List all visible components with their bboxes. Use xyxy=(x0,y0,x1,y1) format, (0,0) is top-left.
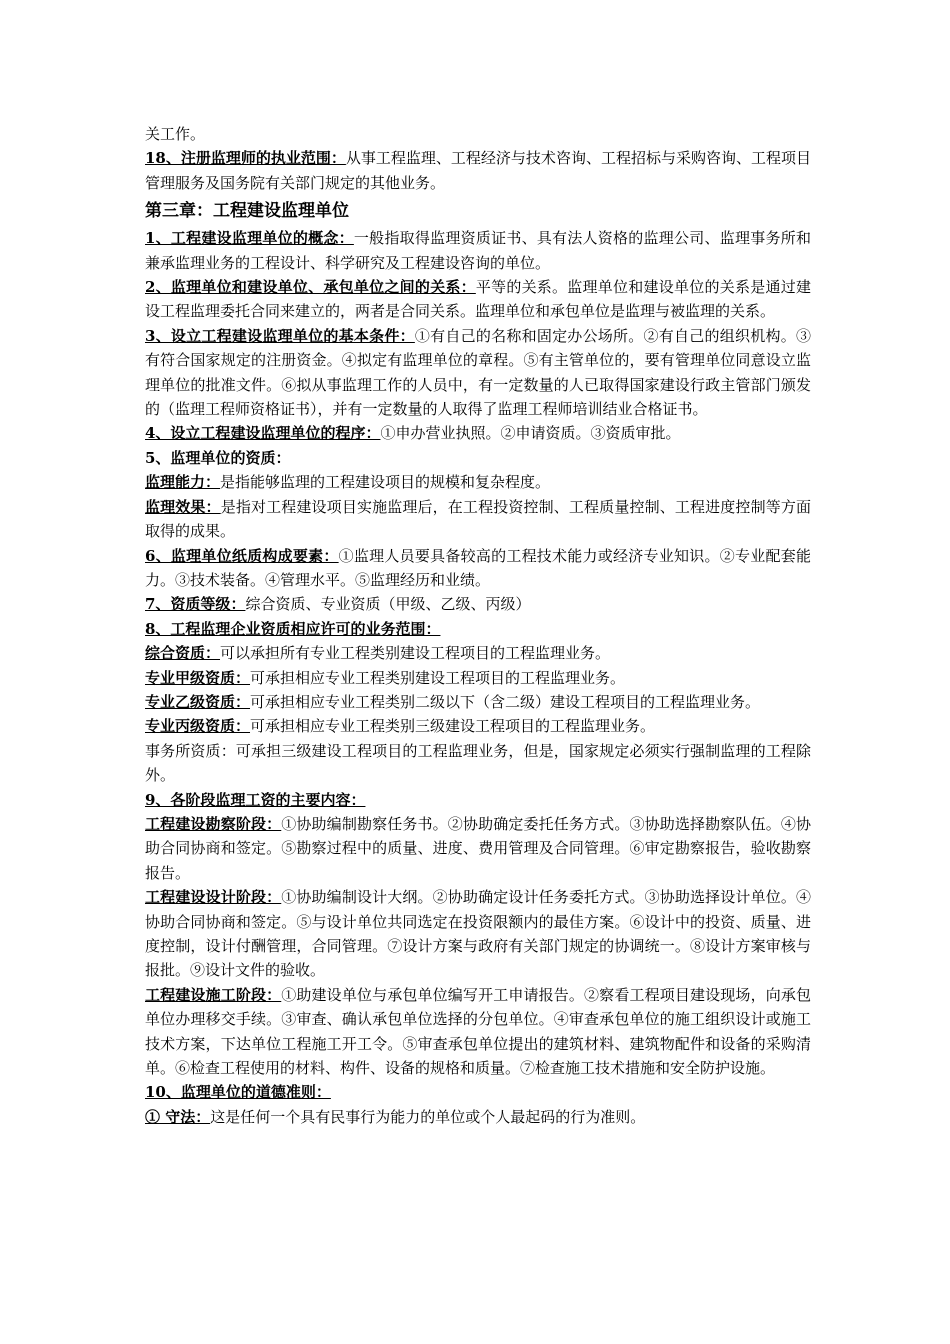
paragraph-heading: 监理效果： xyxy=(145,497,221,516)
paragraph-heading: 1、工程建设监理单位的概念： xyxy=(145,229,354,248)
paragraph: 综合资质：可以承担所有专业工程类别建设工程项目的工程监理业务。 xyxy=(145,644,611,663)
paragraph: 监理能力：是指能够监理的工程建设项目的规模和复杂程度。 xyxy=(145,473,551,492)
paragraph-heading: 综合资质： xyxy=(145,644,221,663)
paragraph: 专业甲级资质：可承担相应专业工程类别建设工程项目的工程监理业务。 xyxy=(145,668,626,687)
paragraph-heading: 工程建设勘察阶段： xyxy=(145,814,282,833)
paragraph: 18、注册监理师的执业范围：从事工程监理、工程经济与技术咨询、工程招标与采购咨询、工程项目管理服务及国务院有关部门规定的其他业务。 xyxy=(145,149,811,192)
paragraph-heading: 监理能力： xyxy=(145,473,221,492)
chapter-title: 第三章：工程建设监理单位 xyxy=(145,201,349,222)
paragraph-heading: 2、监理单位和建设单位、承包单位之间的关系： xyxy=(145,278,476,297)
paragraph-heading: 工程建设设计阶段： xyxy=(145,888,282,907)
paragraph: 工程建设设计阶段：①协助编制设计大纲。②协助确定设计任务委托方式。③协助选择设计单位。④协助合同协商和签定。⑤与设计单位共同选定在投资限额内的最佳方案。⑥设计中的投资、质量、进度控制，设计付酬管理，合同管理。⑦设计方案与政府有关部门规定的协调统一。⑧设计方案审核与报批。⑨设计文件的验收。 xyxy=(145,888,811,980)
paragraph-heading: 3、设立工程建设监理单位的基本条件： xyxy=(145,326,415,345)
paragraph: 3、设立工程建设监理单位的基本条件：①有自己的名称和固定办公场所。②有自己的组织机构。③有符合国家规定的注册资金。④拟定有监理单位的章程。⑤有主管单位的，要有管理单位同意设立监理单位的批准文件。⑥拟从事监理工作的人员中，有一定数量的人已取得国家建设行政主管部门颁发的（监理工程师资格证书），并有一定数量的人取得了监理工程师培训结业合格证书。 xyxy=(145,326,811,419)
paragraph-heading: 8、工程监理企业资质相应许可的业务范围： xyxy=(145,619,441,638)
paragraph-heading: 专业乙级资质： xyxy=(145,692,251,711)
paragraph-heading: 7、资质等级： xyxy=(145,595,246,614)
paragraph: 专业丙级资质：可承担相应专业工程类别三级建设工程项目的工程监理业务。 xyxy=(145,717,656,736)
paragraph: 2、监理单位和建设单位、承包单位之间的关系：平等的关系。监理单位和建设单位的关系是通过建设工程监理委托合同来建立的，两者是合同关系。监理单位和承包单位是监理与被监理的关系。 xyxy=(145,278,811,321)
paragraph-heading: 9、各阶段监理工资的主要内容： xyxy=(145,790,366,809)
paragraph: 6、监理单位纸质构成要素：①监理人员要具备较高的工程技术能力或经济专业知识。②专业配套能力。③技术装备。④管理水平。⑤监理经历和业绩。 xyxy=(145,546,811,589)
paragraph-heading: 4、设立工程建设监理单位的程序： xyxy=(145,424,381,443)
paragraph-heading: ① 守法： xyxy=(145,1107,211,1126)
paragraph: 事务所资质：可承担三级建设工程项目的工程监理业务，但是，国家规定必须实行强制监理的工程除外。 xyxy=(145,741,811,785)
paragraph-heading: 6、监理单位纸质构成要素： xyxy=(145,546,339,565)
paragraph: 工程建设勘察阶段：①协助编制勘察任务书。②协助确定委托任务方式。③协助选择勘察队伍。④协助合同协商和签定。⑤勘察过程中的质量、进度、费用管理及合同管理。⑥审定勘察报告，验收勘察报告。 xyxy=(145,814,811,882)
paragraph: 1、工程建设监理单位的概念：一般指取得监理资质证书、具有法人资格的监理公司、监理事务所和兼承监理业务的工程设计、科学研究及工程建设咨询的单位。 xyxy=(145,229,811,272)
paragraph: 工程建设施工阶段：①助建设单位与承包单位编写开工申请报告。②察看工程项目建设现场，向承包单位办理移交手续。③审查、确认承包单位选择的分包单位。④审查承包单位的施工组织设计或施工技术方案，下达单位工程施工开工令。⑤审查承包单位提出的建筑材料、建筑物配件和设备的采购清单。⑥检查工程使用的材料、构件、设备的规格和质量。⑦检查施工技术措施和安全防护设施。 xyxy=(145,985,811,1078)
paragraph-heading: 18、注册监理师的执业范围： xyxy=(145,149,346,168)
document-page xyxy=(145,122,811,1129)
paragraph-heading: 专业丙级资质： xyxy=(145,717,251,736)
paragraph: 监理效果：是指对工程建设项目实施监理后，在工程投资控制、工程质量控制、工程进度控制等方面取得的成果。 xyxy=(145,497,811,541)
paragraph-heading: 5、监理单位的资质： xyxy=(145,448,291,467)
paragraph xyxy=(145,788,811,812)
paragraph-heading: 专业甲级资质： xyxy=(145,668,251,687)
paragraph-heading: 工程建设施工阶段： xyxy=(145,985,282,1004)
paragraph: 关工作。 xyxy=(145,125,206,143)
paragraph: 7、资质等级：综合资质、专业资质（甲级、乙级、丙级） xyxy=(145,595,531,614)
paragraph xyxy=(145,446,811,470)
paragraph: ① 守法：这是任何一个具有民事行为能力的单位或个人最起码的行为准则。 xyxy=(145,1107,646,1126)
paragraph xyxy=(145,617,811,641)
paragraph-heading: 10、监理单位的道德准则： xyxy=(145,1083,331,1102)
paragraph: 专业乙级资质：可承担相应专业工程类别二级以下（含二级）建设工程项目的工程监理业务。 xyxy=(145,692,761,711)
paragraph xyxy=(145,1080,811,1104)
paragraph: 4、设立工程建设监理单位的程序：①申办营业执照。②申请资质。③资质审批。 xyxy=(145,424,681,443)
